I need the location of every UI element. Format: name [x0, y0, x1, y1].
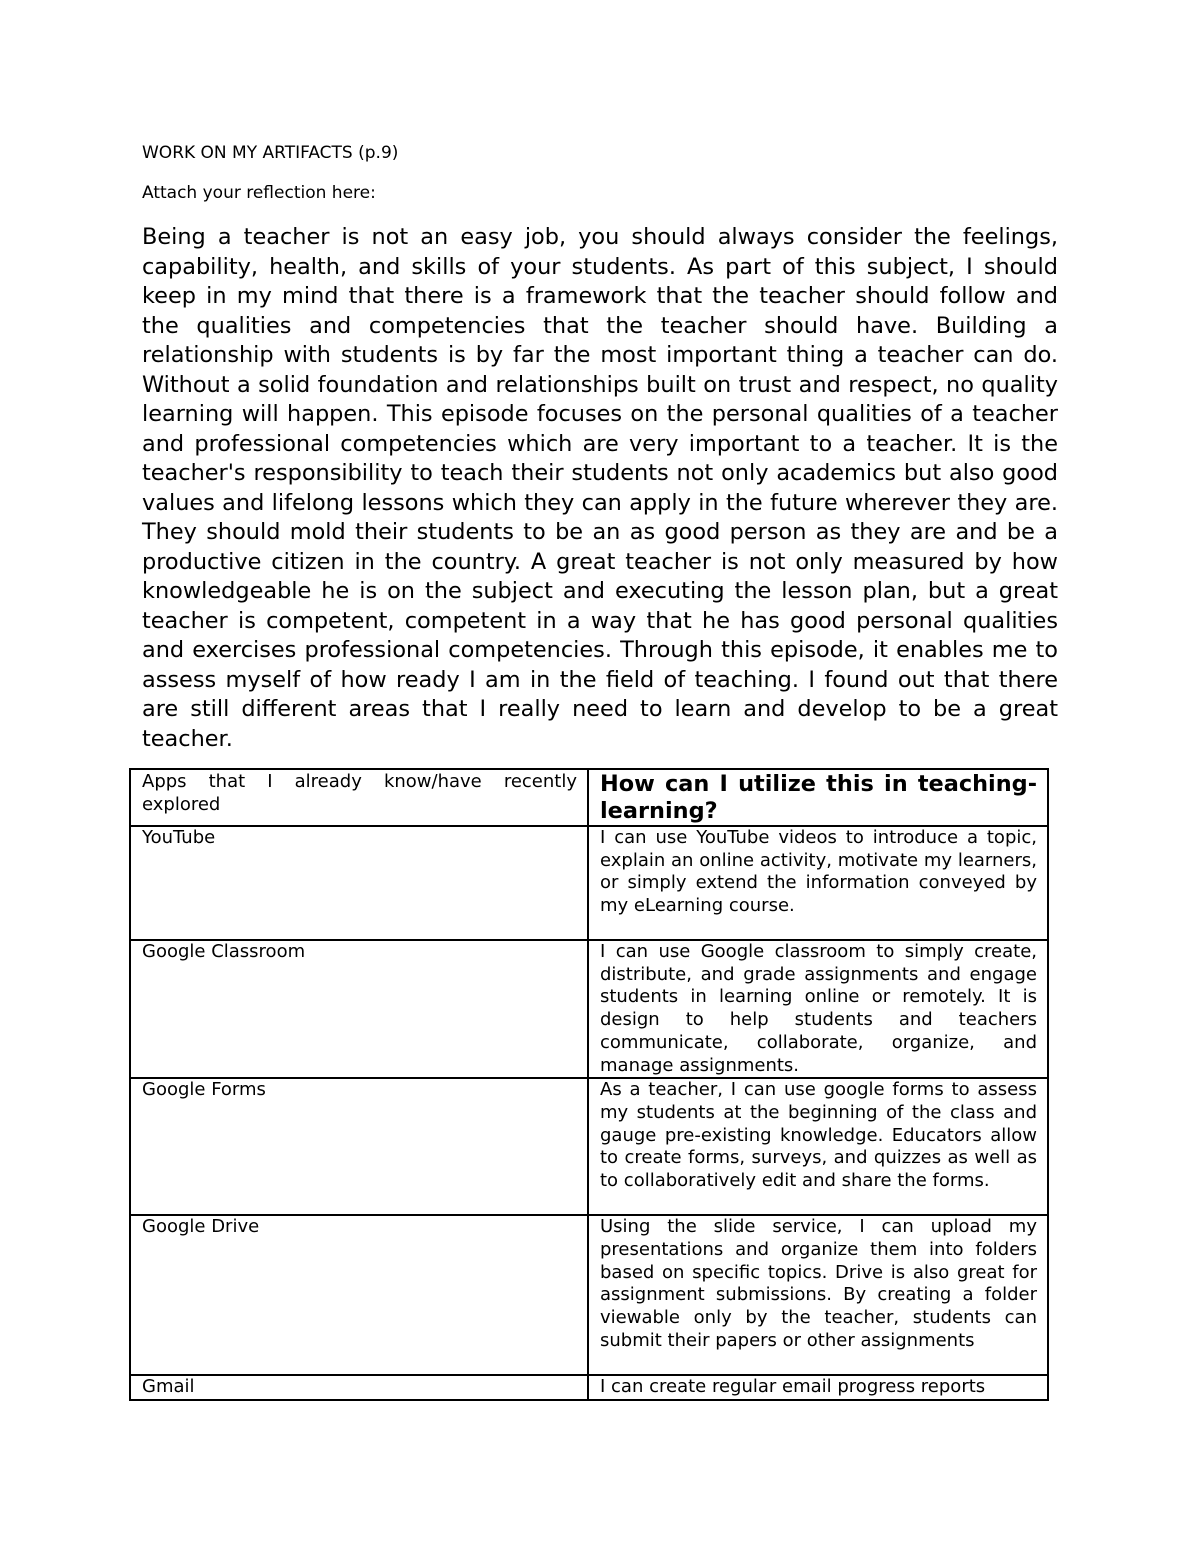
table-header-usage: How can I utilize this in teaching-learning? — [588, 769, 1048, 826]
table-cell-use: I can use Google classroom to simply create, distribute, and grade assignments and engage students in learning online or remotely. It is design to help students and teachers communicate, collaborate, organize, and manage assignments. — [588, 940, 1048, 1078]
reflection-paragraph: Being a teacher is not an easy job, you should always consider the feelings, capability, health, and skills of your students. As part of this subject, I should keep in my mind that there is a framework that the teacher should follow and the qualities and competencies that the teacher should have. Building a relationship with students is by far the most important thing a teacher can do. Without a solid foundation and relationships built on trust and respect, no quality learning will happen. This episode focuses on the personal qualities of a teacher and professional competencies which are very important to a teacher. It is the teacher's responsibility to teach their students not only academics but also good values and lifelong lessons which they can apply in the future wherever they are. They should mold their students to be an as good person as they are and be a productive citizen in the country. A great teacher is not only measured by how knowledgeable he is on the subject and executing the lesson plan, but a great teacher is competent, competent in a way that he has good personal qualities and exercises professional competencies. Through this episode, it enables me to assess myself of how ready I am in the field of teaching. I found out that there are still different areas that I really need to learn and develop to be a great teacher. — [142, 224, 1058, 752]
table-row — [130, 1215, 1048, 1375]
table-header-apps: Apps that I already know/have recently explored — [130, 769, 588, 826]
table-cell-use: I can use YouTube videos to introduce a topic, explain an online activity, motivate my learners, or simply extend the information conveyed by my eLearning course. — [588, 826, 1048, 940]
table-cell-app: Gmail — [130, 1375, 588, 1400]
table-row — [130, 826, 1048, 940]
table-cell-app: YouTube — [130, 826, 588, 940]
table-cell-app: Google Drive — [130, 1215, 588, 1375]
table-row — [130, 940, 1048, 1078]
page-subheading: Attach your reflection here: — [142, 183, 376, 203]
table-cell-app: Google Forms — [130, 1078, 588, 1215]
table-header-row — [130, 769, 1048, 826]
table-row — [130, 1375, 1048, 1400]
page-heading: WORK ON MY ARTIFACTS (p.9) — [142, 143, 399, 163]
table-cell-use: As a teacher, I can use google forms to assess my students at the beginning of the class and gauge pre-existing knowledge. Educators allow to create forms, surveys, and quizzes as well as to collaboratively edit and share the forms. — [588, 1078, 1048, 1215]
table-cell-use: Using the slide service, I can upload my presentations and organize them into folders based on specific topics. Drive is also great for assignment submissions. By creating a folder viewable only by the teacher, students can submit their papers or other assignments — [588, 1215, 1048, 1375]
table-cell-use: I can create regular email progress reports — [588, 1375, 1048, 1400]
apps-table — [129, 768, 1049, 1401]
table-cell-app: Google Classroom — [130, 940, 588, 1078]
table-row — [130, 1078, 1048, 1215]
